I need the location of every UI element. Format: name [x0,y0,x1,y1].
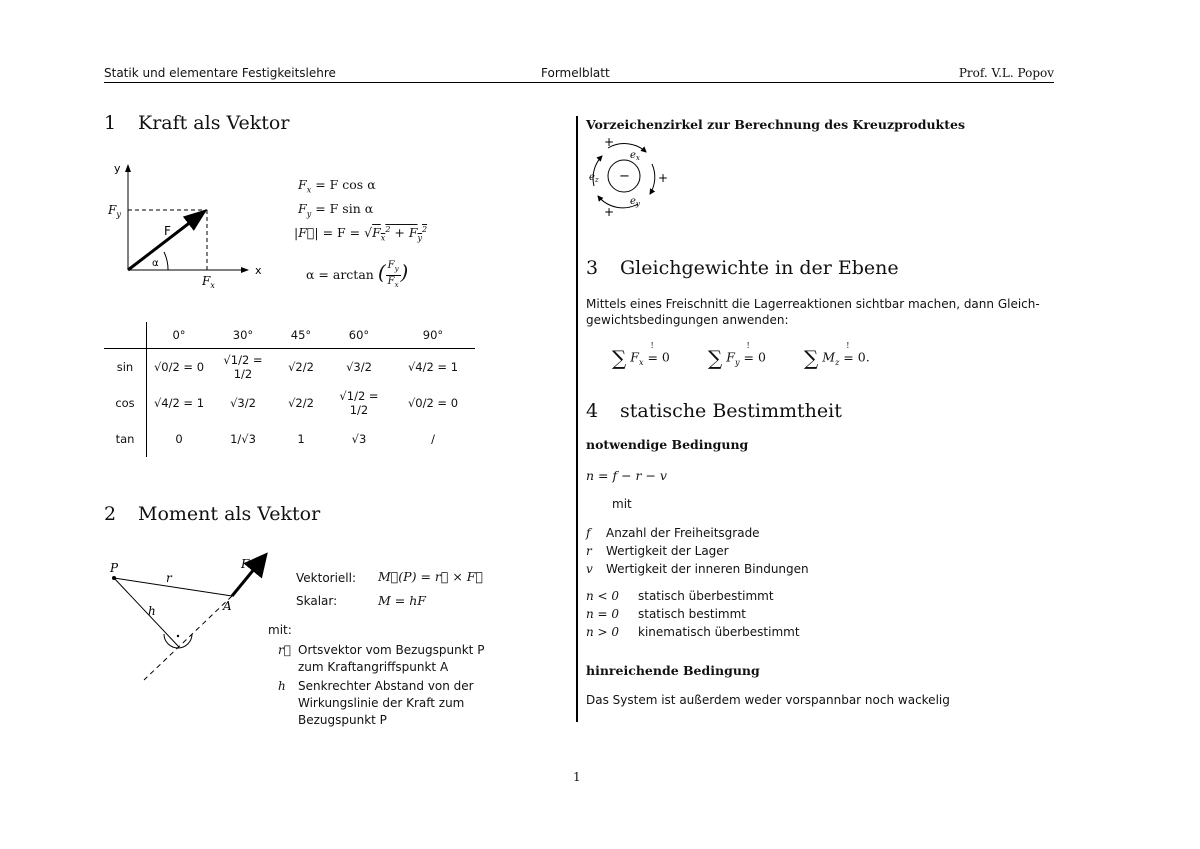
case-condition: n = 0 [586,607,620,621]
definition-symbol: v [586,562,593,576]
case-item [586,606,906,622]
f-label: F [164,224,171,238]
section-1-heading [104,112,289,134]
formula-alpha: α = arctan ( $\frac{F_y}{F_x}$ ) [306,260,409,289]
hinreichende-bedingung-heading: hinreichende Bedingung [586,663,760,678]
case-condition: n > 0 [586,625,620,639]
formula-fy: $F_y = F$ sin α [298,201,374,219]
line-of-action [144,596,232,680]
r-vector [114,578,232,596]
formula-fx: $F_x = F$ cos α [298,177,376,195]
y-axis-label: y [114,162,121,175]
vektoriell-formula: M⃗(P) = r⃗ × F⃗ [378,569,483,584]
r-label: r [166,571,172,585]
equilibrium-fx: ∑ $F_x$ = ! 0 [612,340,670,370]
definition-item [278,642,498,676]
column-divider [576,116,578,722]
definition-text: Anzahl der Freiheitsgrade [606,526,760,540]
definition-item [586,525,906,541]
case-condition: n < 0 [586,589,620,603]
fy-label: $F_y$ [108,203,121,219]
case-text: kinematisch überbestimmt [638,625,800,639]
p-label: P [110,561,119,575]
a-label: A [223,599,232,613]
plus-sign: + [604,135,615,149]
ez-label: $e_z$ [589,172,599,184]
determinacy-formula: n = f − r − v [586,468,667,483]
definition-symbol: h [278,679,286,693]
table-row [104,421,475,457]
table-header: 90° [391,322,475,349]
table-cell: √0/2 = 0 [407,396,459,410]
case-item [586,588,906,604]
section-number: 2 [104,503,117,525]
fx-label: $F_x$ [202,274,215,290]
definition-text: Wertigkeit der Lager [606,544,729,558]
minus-sign: − [619,169,630,184]
table-row [104,385,475,421]
case-text: statisch überbestimmt [638,589,774,603]
definition-symbol: f [586,526,591,540]
x-axis-label: x [255,264,262,277]
table-header: 45° [275,322,327,349]
vektoriell-label: Vektoriell: [296,571,357,585]
table-cell: / [431,432,435,446]
row-label: sin [104,349,147,386]
outer-arc-right [650,164,655,194]
case-text: statisch bestimmt [638,607,746,621]
table-cell: √4/2 = 1 [153,396,205,410]
force-vector-diagram [100,155,280,290]
alpha-label: α [152,258,159,269]
table-cell: √0/2 = 0 [153,360,205,374]
section-number: 4 [586,400,599,422]
table-row [104,349,475,386]
case-item [586,624,906,640]
skalar-formula: M = hF [378,593,426,608]
equilibrium-mz: ∑ $M_z$ = ! 0. [804,340,870,370]
hinreichende-bedingung-text: Das System ist außerdem weder vorspannbar noch wackelig [586,693,950,707]
header-course-title: Statik und elementare Festigkeitslehre [104,66,336,80]
definition-text: Senkrechter Abstand von der Wirkungslinie der Kraft zum Bezugspunkt P [298,679,474,727]
h-label: h [148,604,156,618]
section-title: Kraft als Vektor [138,112,290,134]
section-number: 3 [586,257,599,279]
table-header: 60° [327,322,391,349]
definition-text: Ortsvektor vom Bezugspunkt P zum Kraftangriffspunkt A [298,643,485,674]
determinacy-cases [586,588,906,642]
table-cell: √3 [351,432,367,446]
trig-values-table [104,322,475,457]
plus-sign: + [658,171,669,185]
determinacy-definitions [586,525,906,579]
notwendige-bedingung-heading: notwendige Bedingung [586,437,749,452]
definition-item [278,678,498,729]
table-cell: √3/2 [346,360,372,374]
table-cell: √3/2 [230,396,256,410]
table-header-row [104,322,475,349]
formula-magnitude: |F⃗| = $F = √F_x^2 + F_y^2$ [294,225,428,243]
definition-symbol: r [586,544,592,558]
header-document-title: Formelblatt [541,66,610,80]
section-title: Moment als Vektor [138,503,321,525]
table-corner [104,322,147,349]
definition-text: Wertigkeit der inneren Bindungen [606,562,809,576]
table-header: 0° [147,322,212,349]
row-label: cos [104,385,147,421]
table-cell: √2/2 [288,360,314,374]
table-cell: 1 [297,432,305,446]
table-cell: √4/2 = 1 [407,360,459,374]
f-label: F [241,557,250,571]
force-vector [128,211,205,270]
section-title: statische Bestimmtheit [620,400,842,422]
table-cell: √1/2 = 1/2 [339,389,379,417]
angle-arc [164,252,168,270]
section-3-text: Mittels eines Freischnitt die Lagerreaktionen sichtbar machen, dann Gleich-gewichtsbedingungen anwenden: [586,297,1040,327]
page-number: 1 [573,770,581,784]
header-author: Prof. V.L. Popov [958,66,1054,80]
definition-item [586,543,906,559]
section-3-heading [586,257,899,279]
row-label: tan [104,421,147,457]
definition-symbol: r⃗ [278,643,291,657]
table-cell: 1/√3 [230,432,256,446]
header-rule [104,82,1054,83]
kreuzprodukt-title: Vorzeichenzirkel zur Berechnung des Kreuzproduktes [586,117,965,132]
table-cell: √1/2 = 1/2 [223,353,263,381]
mit-label: mit: [268,623,292,637]
equilibrium-fy: ∑ $F_y$ = ! 0 [708,340,766,370]
section-2-heading [104,503,320,525]
ey-label: $e_y$ [630,196,640,208]
h-distance [114,578,179,647]
skalar-label: Skalar: [296,594,338,608]
section-4-heading [586,400,842,422]
ex-label: $e_x$ [630,150,640,162]
definition-item [586,561,906,577]
section-title: Gleichgewichte in der Ebene [620,257,899,279]
mit-label: mit [612,497,632,511]
moment-diagram [104,552,274,682]
plus-sign: + [604,205,615,219]
table-cell: √2/2 [288,396,314,410]
cross-product-sign-circle [584,134,684,220]
table-cell: 0 [175,432,183,446]
section-number: 1 [104,112,117,134]
table-header: 30° [211,322,275,349]
moment-definitions [278,642,498,731]
